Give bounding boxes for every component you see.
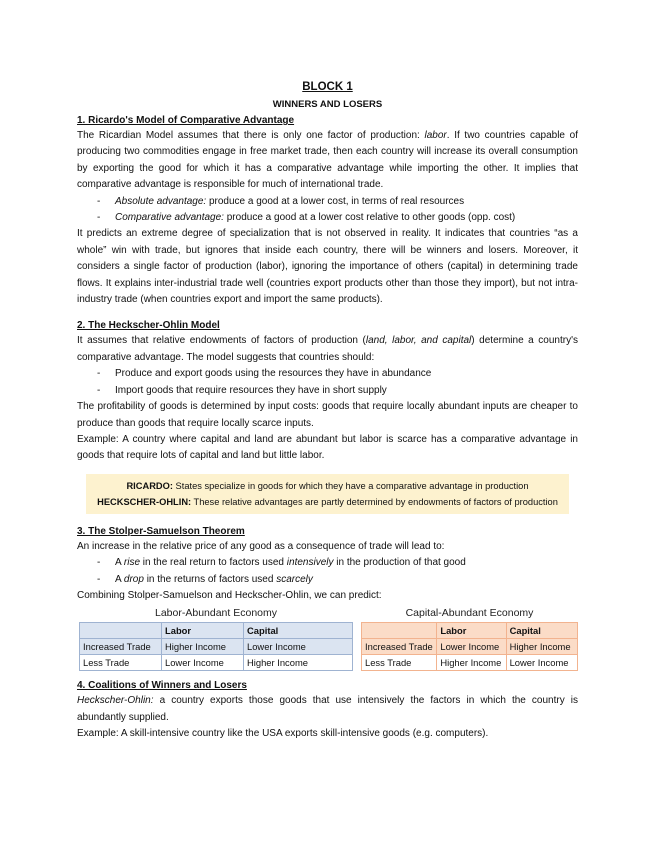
term: Absolute advantage: (115, 195, 207, 207)
table-row (80, 639, 353, 655)
bullet-list (77, 555, 578, 588)
text: These relative advantages are partly determined by endowments of factors of production (191, 496, 558, 507)
emphasis: Heckscher-Ohlin: (77, 695, 154, 707)
section-heading-coalitions: 4. Coalitions of Winners and Losers (77, 680, 247, 692)
emphasis: scarcely (276, 573, 313, 585)
text: in the real return to factors used (140, 557, 287, 569)
text: produce a good at a lower cost, in terms of real resources (206, 195, 465, 207)
table-cell: Higher Income (506, 639, 577, 655)
table-row (362, 639, 578, 655)
table-cell: Higher Income (244, 655, 353, 671)
list-item (77, 194, 578, 210)
document-body (77, 80, 578, 743)
bullet-list (77, 194, 578, 227)
paragraph (77, 128, 578, 194)
label: HECKSCHER-OHLIN: (97, 496, 192, 507)
capital-abundant-table (361, 622, 578, 671)
list-item (77, 555, 578, 571)
emphasis: intensively (286, 557, 334, 569)
summary-highlight-box (86, 474, 569, 514)
table-title: Labor-Abundant Economy (155, 607, 277, 620)
table-cell: Less Trade (362, 655, 437, 671)
table-title: Capital-Abundant Economy (405, 607, 534, 620)
text: a country exports those goods that use intensively the factors in which the country is abundantly supplied. (77, 695, 578, 723)
section-heading-stolper-samuelson: 3. The Stolper-Samuelson Theorem (77, 525, 245, 537)
text: . If two countries capable of producing two commodities engage in free market trade, then each country will increase its overall consumption by exporting the good for which it has a comparative advantage while importing the other. It implies that comparative advantage is responsible for much of international trade. (77, 130, 578, 191)
text: The Ricardian Model assumes that there is only one factor of production: (77, 130, 425, 141)
table-cell: Lower Income (162, 655, 244, 671)
list-item: - Import goods that require resources they have in short supply (77, 383, 578, 399)
labor-abundant-table-block (79, 606, 353, 671)
emphasis: drop (123, 573, 144, 585)
page-subtitle: WINNERS AND LOSERS (272, 99, 383, 110)
capital-abundant-table-block (361, 606, 578, 671)
highlight-line (90, 494, 565, 510)
table-cell: Lower Income (437, 639, 506, 655)
paragraph (77, 693, 578, 726)
table-header-cell: Capital (506, 623, 577, 639)
section-heading-heckscher-ohlin: 2. The Heckscher-Ohlin Model (77, 320, 220, 332)
list-item (77, 210, 578, 226)
paragraph (77, 333, 578, 366)
table-cell: Increased Trade (362, 639, 437, 655)
text: in the returns of factors used (143, 573, 277, 585)
paragraph: Example: A skill-intensive country like the USA exports skill-intensive goods (e.g. computers). (77, 728, 489, 740)
table-cell: Lower Income (506, 655, 577, 671)
text: produce a good at a lower cost relative to other goods (opp. cost) (223, 212, 516, 224)
text: It assumes that relative endowments of factors of production ( (77, 335, 366, 347)
table-cell (80, 623, 162, 639)
table-cell: Less Trade (80, 655, 162, 671)
text: in the production of that good (333, 557, 466, 569)
table-header-cell: Labor (437, 623, 506, 639)
highlight-line (90, 478, 565, 494)
section-heading-ricardo: 1. Ricardo's Model of Comparative Advantage (77, 115, 295, 126)
text: ) determine a country's comparative advantage. The model suggests that countries should: (77, 335, 578, 363)
emphasis: labor (424, 130, 447, 141)
table-header-cell: Labor (162, 623, 244, 639)
text: A (115, 557, 124, 569)
paragraph: The profitability of goods is determined by input costs: goods that require locally abundant inputs are cheaper to produce than goods that require locally scarce inputs. (77, 401, 578, 429)
emphasis: rise (123, 557, 141, 569)
term: Comparative advantage: (115, 212, 224, 224)
paragraph: It predicts an extreme degree of specialization that is not observed in reality. It indicates that countries “as a whole” win with trade, but ignores that inside each country, there will be winners and losers. Moreover, it considers a single factor of production (labor), ignoring the importance of others (capital) in determining trade flows. It explains inter-industrial trade well (countries export products other than those they import), but not intra-industry trade (when countries export and import the same products). (77, 228, 578, 306)
paragraph: An increase in the relative price of any good as a consequence of trade will lead to: (77, 540, 445, 552)
table-row (80, 655, 353, 671)
labor-abundant-table (79, 622, 353, 671)
list-item (77, 572, 578, 588)
paragraph: Example: A country where capital and land are abundant but labor is scarce has a comparative advantage in goods that require lots of capital and land but little labor. (77, 433, 578, 462)
economy-tables (77, 606, 578, 668)
table-cell (362, 623, 437, 639)
table-header-cell: Capital (244, 623, 353, 639)
text: States specialize in goods for which they have a comparative advantage in production (172, 480, 529, 491)
table-header-row (362, 623, 578, 639)
table-cell: Higher Income (162, 639, 244, 655)
table-header-row (80, 623, 353, 639)
emphasis: land, labor, and capital (365, 335, 472, 347)
bullet-list (77, 366, 578, 399)
table-cell: Increased Trade (80, 639, 162, 655)
table-cell: Higher Income (437, 655, 506, 671)
text: A (115, 573, 124, 585)
label: RICARDO: (126, 480, 173, 491)
list-item: - Produce and export goods using the resources they have in abundance (77, 366, 578, 382)
page-title: BLOCK 1 (302, 81, 353, 93)
paragraph: Combining Stolper-Samuelson and Heckscher-Ohlin, we can predict: (77, 589, 382, 601)
table-cell: Lower Income (244, 639, 353, 655)
table-row (362, 655, 578, 671)
